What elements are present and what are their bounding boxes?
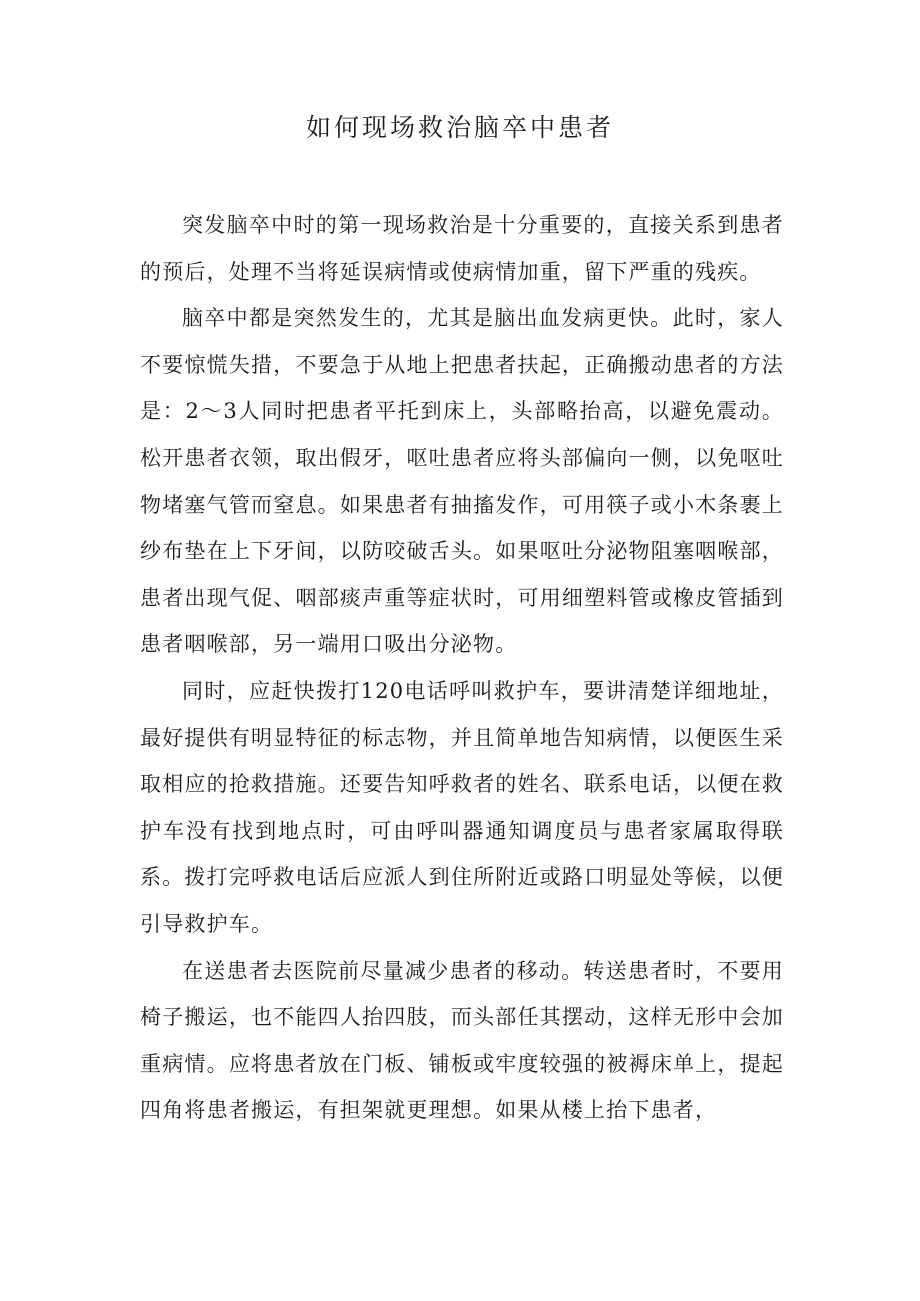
paragraph-1: 突发脑卒中时的第一现场救治是十分重要的，直接关系到患者的预后，处理不当将延误病情或使病情加重，留下严重的残疾。 <box>140 213 784 284</box>
paragraph-2: 脑卒中都是突然发生的，尤其是脑出血发病更快。此时，家人不要惊慌失措，不要急于从地上把患者扶起，正确搬动患者的方法是：2～3人同时把患者平托到床上，头部略抬高，以避免震动。松开患者衣领，取出假牙，呕吐患者应将头部偏向一侧，以免呕吐物堵塞气管而窒息。如果患者有抽搐发作，可用筷子或小木条裹上纱布垫在上下牙间，以防咬破舌头。如果呕吐分泌物阻塞咽喉部，患者出现气促、咽部痰声重等症状时，可用细塑料管或橡皮管插到患者咽喉部，另一端用口吸出分泌物。 <box>140 306 784 657</box>
paragraph-3: 同时，应赶快拨打120电话呼叫救护车，要讲清楚详细地址，最好提供有明显特征的标志物，并且简单地告知病情，以便医生采取相应的抢救措施。还要告知呼救者的姓名、联系电话，以便在救护车没有找到地点时，可由呼叫器通知调度员与患者家属取得联系。拨打完呼救电话后应派人到住所附近或路口明显处等候，以便引导救护车。 <box>140 678 784 936</box>
document-body <box>140 202 784 1134</box>
document-title: 如何现场救治脑卒中患者 <box>305 113 614 142</box>
paragraph-4: 在送患者去医院前尽量减少患者的移动。转送患者时，不要用椅子搬运，也不能四人抬四肢，而头部任其摆动，这样无形中会加重病情。应将患者放在门板、铺板或牢度较强的被褥床单上，提起四角将患者搬运，有担架就更理想。如果从楼上抬下患者， <box>140 958 784 1123</box>
